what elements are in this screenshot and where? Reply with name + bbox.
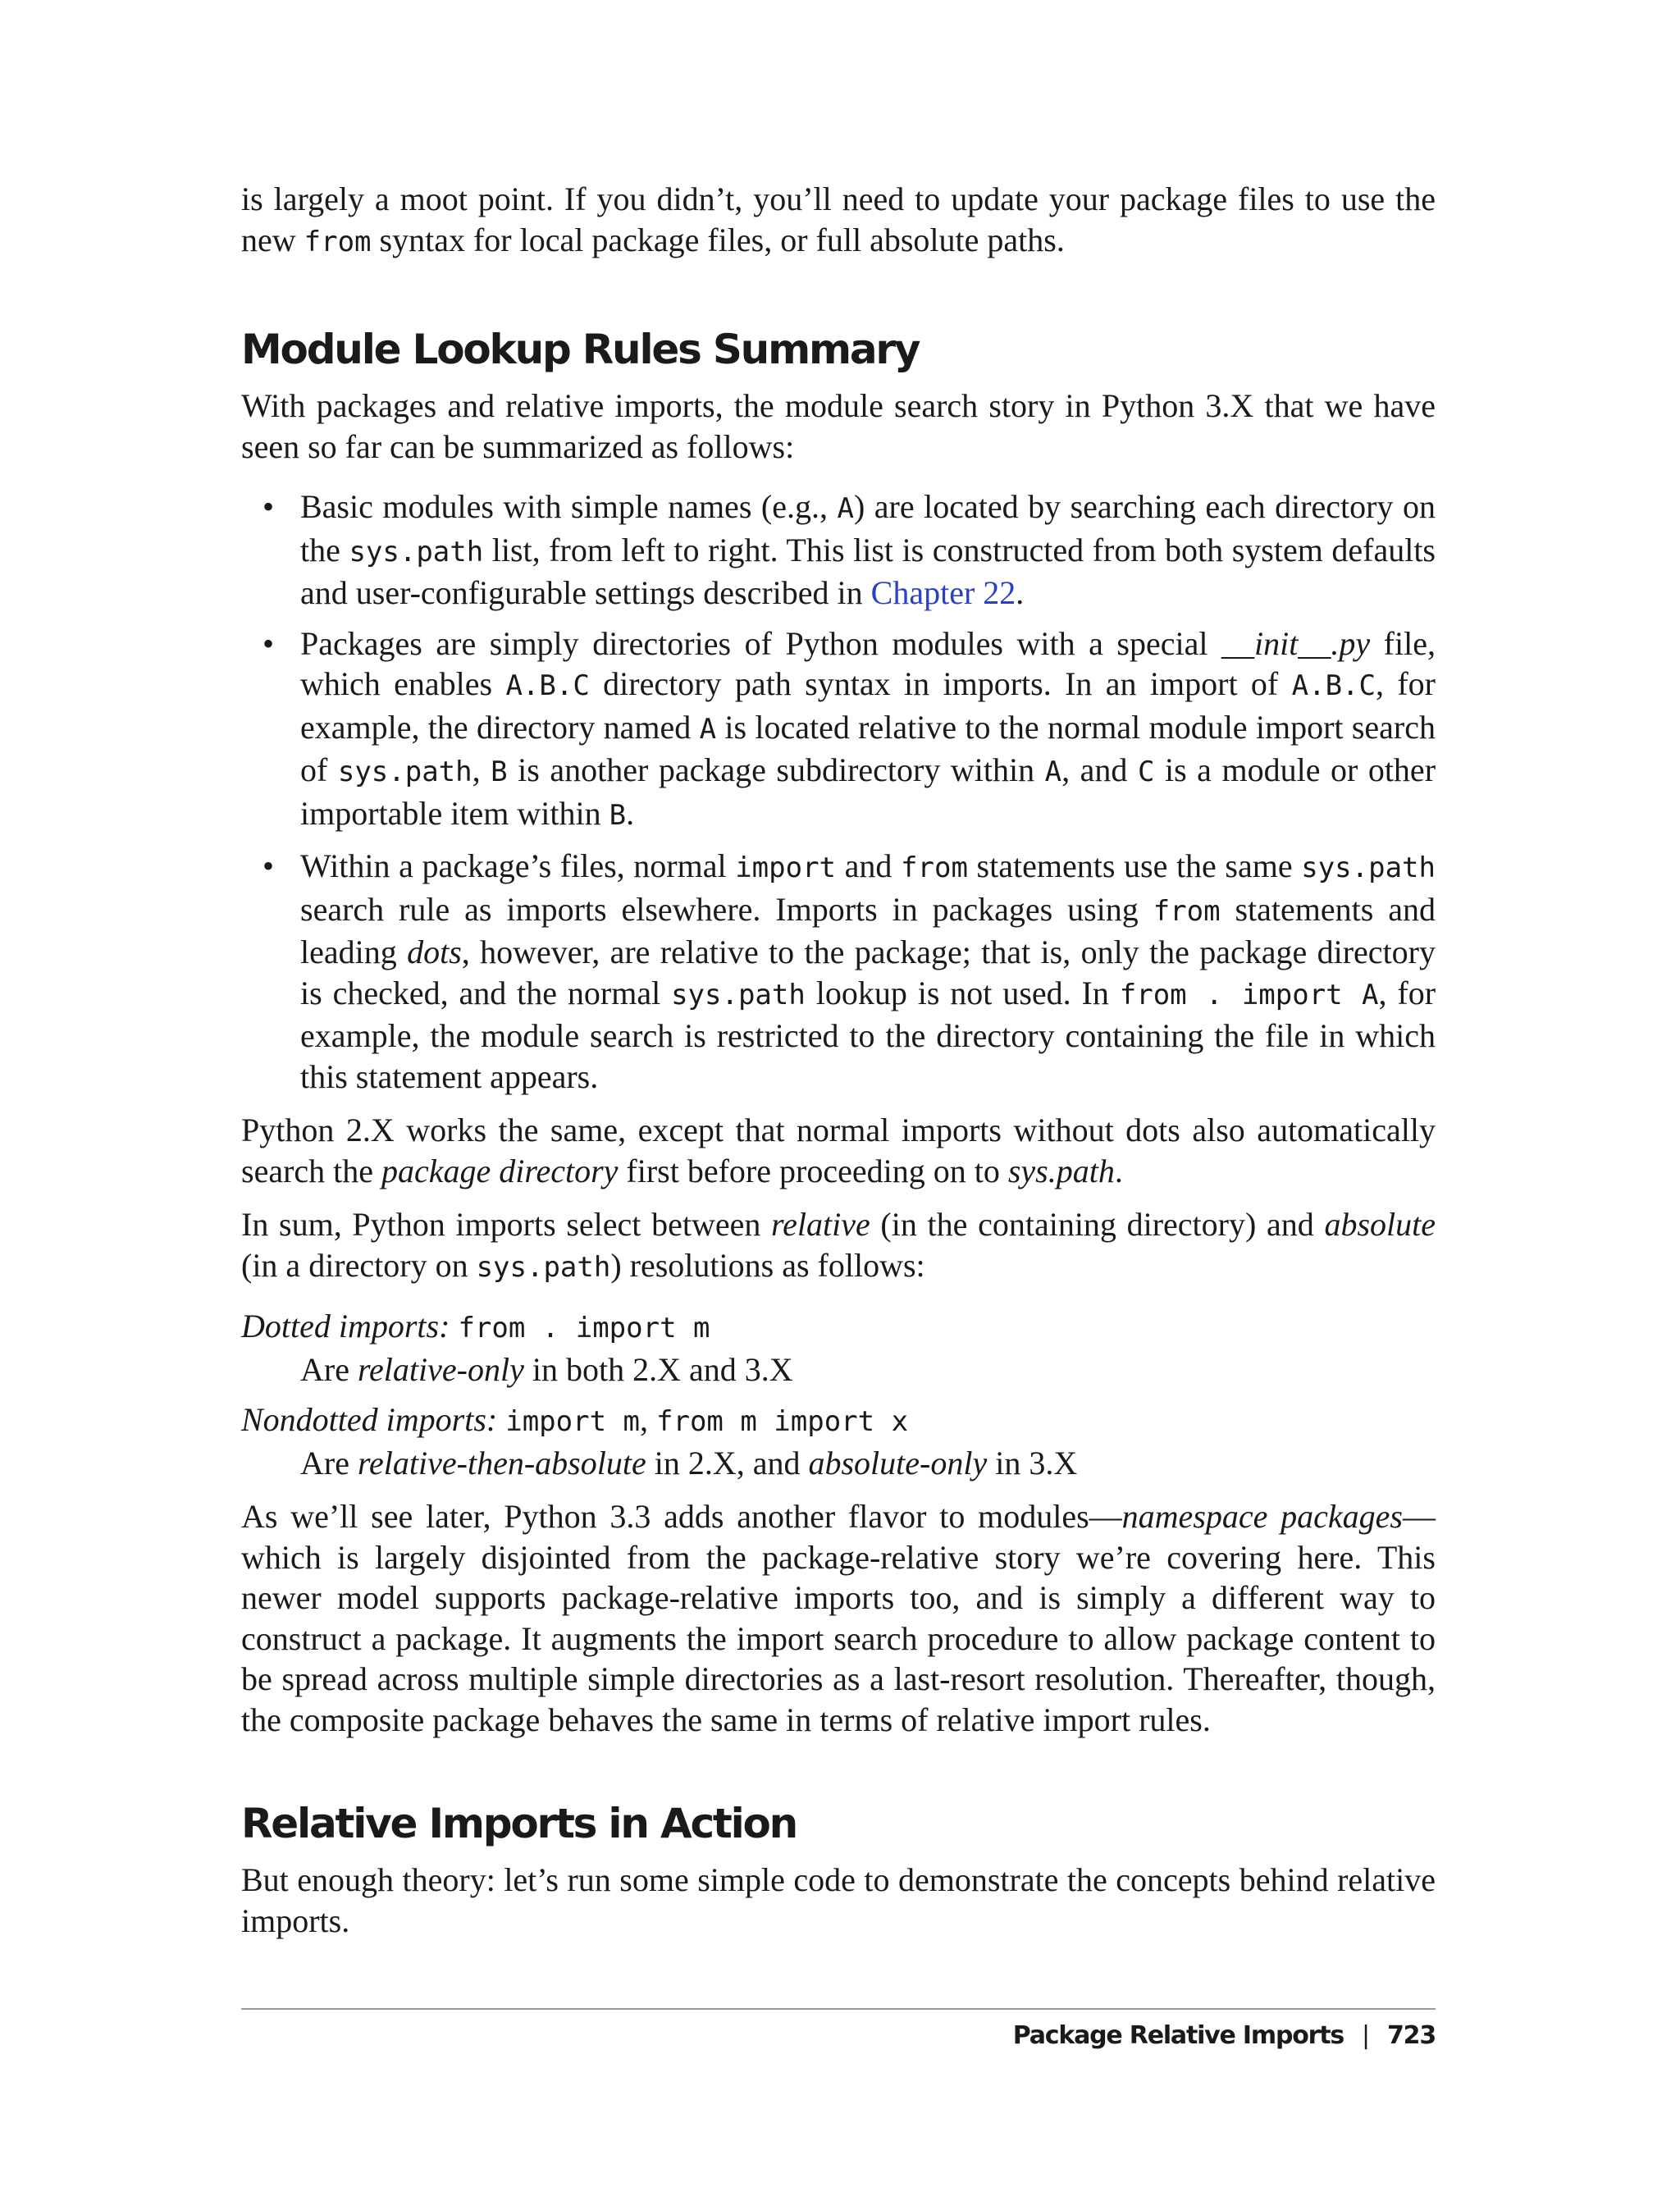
intro-paragraph: is largely a moot point. If you didn’t, you’ll need to update your package files to use the new from syntax for local package files, or full absolute paths. [241, 180, 1436, 258]
python2-paragraph: Python 2.X works the same, except that normal imports without dots also automatically search the package directory first before proceeding on to sys.path. [241, 1112, 1436, 1189]
python33-paragraph: As we’ll see later, Python 3.3 adds another flavor to modules—namespace packages— which is largely disjointed from the package-relative story we’re covering here. This newer model supports package-relative imports too, and is simply a different way to construct a package. It augments the import search procedure to allow package content to be spread across multiple simple directories as a last-resort resolution. Thereafter, though, the composite package behaves the same in terms of relative import rules. [241, 1498, 1436, 1738]
running-footer-title: Package Relative Imports [1012, 2021, 1344, 2050]
section-heading-relative-imports: Relative Imports in Action [241, 1800, 797, 1847]
definition-desc-nondotted: Are relative-then-absolute in 2.X, and absolute-only in 3.X [300, 1444, 1078, 1481]
definition-term-nondotted: Nondotted imports: import m, from m import x [241, 1401, 909, 1438]
page-content [241, 179, 1436, 1941]
section-intro-paragraph: With packages and relative imports, the module search story in Python 3.X that we have seen so far can be summarized as follows: [241, 387, 1436, 465]
bullet-icon: • [262, 624, 275, 662]
page-footer [1013, 2020, 1436, 2052]
bullet-icon: • [262, 847, 275, 884]
chapter-22-link[interactable]: Chapter 22 [870, 574, 1016, 611]
import-definition-list [241, 1306, 1436, 1483]
bullet-item-within-package: • Within a package’s files, normal import and from statements use the same sys.path search rule as imports elsewhere. Imports in packages using from statements and leading dots, however, are relative to the package; that is, only the package directory is checked, and the normal sys.path lookup is not used. In from . import A, for example, the module search is restricted to the directory containing the file in which this statement appears. [262, 847, 1436, 1095]
inline-code: from [304, 225, 372, 258]
footer-separator: | [1362, 2021, 1369, 2050]
section-heading-module-lookup: Module Lookup Rules Summary [241, 326, 920, 373]
page-number: 723 [1386, 2021, 1436, 2050]
definition-desc-dotted: Are relative-only in both 2.X and 3.X [300, 1350, 793, 1388]
footer-divider [241, 2008, 1436, 2010]
definition-term-dotted: Dotted imports: from . import m [241, 1308, 710, 1344]
summary-paragraph: In sum, Python imports select between relative (in the containing directory) and absolute (in a directory on sys.path) resolutions as follows: [241, 1206, 1436, 1284]
bullet-item-packages: • Packages are simply directories of Python modules with a special __init__.py file, which enables A.B.C directory path syntax in imports. In an import of A.B.C, for example, the directory named A is located relative to the normal module import search of sys.path, B is another package subdirectory within A, and C is a module or other importable item within B. [262, 624, 1436, 832]
bullet-item-basic-modules: • Basic modules with simple names (e.g., A) are located by searching each directory on the sys.path list, from left to right. This list is constructed from both system defaults and user-configurable settings described in Chapter 22. [262, 488, 1436, 611]
relative-imports-paragraph: But enough theory: let’s run some simple code to demonstrate the concepts behind relative imports. [241, 1861, 1436, 1939]
bullet-icon: • [262, 488, 275, 525]
rules-bullet-list [241, 486, 1436, 1097]
